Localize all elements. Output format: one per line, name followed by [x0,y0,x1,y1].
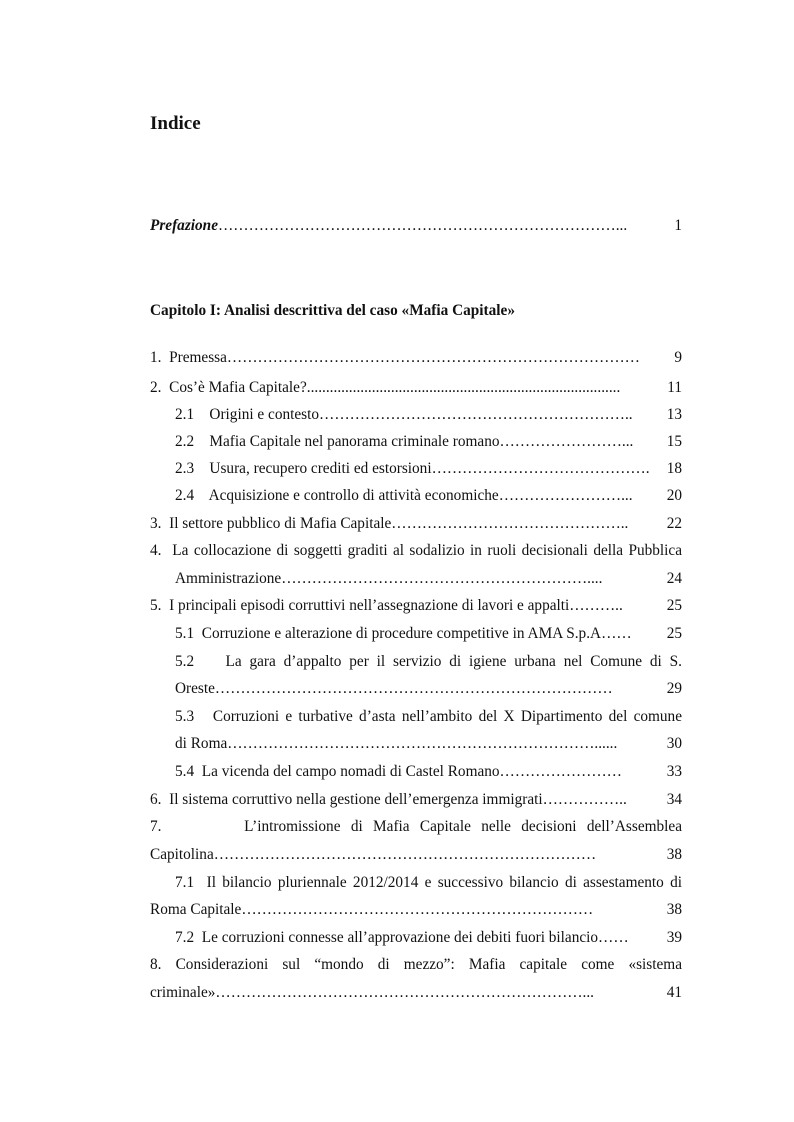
page-number: 18 [663,459,682,479]
toc-entry[interactable] [175,928,682,948]
entry-text: 2.1 Origini e contesto…………………………………………………….. [175,406,633,423]
entry-text: 7. L’intromissione di Mafia Capitale nelle decisioni dell’Assemblea [150,818,682,835]
toc-entry[interactable] [150,983,682,1003]
toc-entry[interactable] [175,762,682,782]
entry-text: 4. La collocazione di soggetti graditi al sodalizio in ruoli decisionali della Pubblica [150,542,682,559]
page-number: 25 [663,596,682,616]
toc-entry-continued[interactable] [175,707,682,727]
entry-text: 5.3 Corruzioni e turbative d’asta nell’ambito del X Dipartimento del comune [175,708,682,725]
entry-text: 2. Cos’è Mafia Capitale?.................................................................................. [150,379,621,396]
page-number: 34 [663,790,682,810]
toc-entry[interactable] [175,405,682,425]
toc-entry-continued[interactable] [150,955,682,975]
page-number: 33 [663,762,682,782]
toc-entry[interactable] [175,459,682,479]
entry-text: 3. Il settore pubblico di Mafia Capitale……………………………………….. [150,515,629,532]
toc-entry[interactable] [175,679,682,699]
entry-text: di Roma………………………………………………………………...... [175,735,618,752]
page-number: 11 [663,378,682,398]
dot-leader: ……………………………………………………………………... [217,217,628,234]
toc-entry[interactable] [150,378,682,398]
entry-text: 7.2 Le corruzioni connesse all’approvazione dei debiti fuori bilancio…… [175,929,629,946]
entry-text: 8. Considerazioni sul “mondo di mezzo”: Mafia capitale come «sistema [150,956,682,973]
toc-entry-continued[interactable] [150,541,682,561]
toc-entry[interactable] [150,790,682,810]
entry-text: 7.1 Il bilancio pluriennale 2012/2014 e successivo bilancio di assestamento di [175,874,682,891]
page-number: 24 [663,569,682,589]
chapter-title: Capitolo I: Analisi descrittiva del caso «Mafia Capitale» [150,302,515,319]
page-number: 1 [670,216,682,236]
entry-text: 2.4 Acquisizione e controllo di attività economiche……………………... [175,487,633,504]
entry-text: 5. I principali episodi corruttivi nell’assegnazione di lavori e appalti……….. [150,597,623,614]
index-heading: Indice [150,113,201,134]
page-number: 29 [663,679,682,699]
entry-text: 5.2 La gara d’appalto per il servizio di igiene urbana nel Comune di S. [175,653,682,670]
toc-entry[interactable] [175,624,682,644]
preface-label: Prefazione [150,217,218,234]
toc-entry[interactable] [150,845,682,865]
page-number: 9 [670,348,682,368]
page-number: 38 [663,900,682,920]
entry-text: Capitolina………………………………………………………………… [150,846,597,863]
page-number: 20 [663,486,682,506]
entry-text: Amministrazione…………………………………………………….... [175,570,603,587]
page-number: 25 [663,624,682,644]
toc-entry-continued[interactable] [175,873,682,893]
toc-entry-continued[interactable] [175,652,682,672]
toc-entry[interactable] [150,348,682,368]
entry-text: 5.1 Corruzione e alterazione di procedure competitive in AMA S.p.A…… [175,625,632,642]
entry-text: 1. Premessa……………………………………………………………………… [150,349,640,366]
page-number: 15 [663,432,682,452]
entry-text: criminale»………………………………………………………………... [150,984,595,1001]
toc-entry[interactable] [150,900,682,920]
page-number: 13 [663,405,682,425]
page-number: 41 [663,983,682,1003]
toc-entry-preface[interactable] [150,216,682,236]
toc-entry[interactable] [150,514,682,534]
entry-text: 2.2 Mafia Capitale nel panorama criminale romano……………………... [175,433,634,450]
page-number: 30 [663,734,682,754]
toc-entry[interactable] [175,734,682,754]
toc-entry[interactable] [150,596,682,616]
entry-text: 5.4 La vicenda del campo nomadi di Castel Romano…………………… [175,763,622,780]
page-number: 22 [663,514,682,534]
page-number: 39 [663,928,682,948]
entry-text: 6. Il sistema corruttivo nella gestione dell’emergenza immigrati…………….. [150,791,627,808]
page-number: 38 [663,845,682,865]
entry-text: Oreste…………………………………………………………………… [175,680,613,697]
entry-text: Roma Capitale…………………………………………………………… [150,901,594,918]
entry-text: 2.3 Usura, recupero crediti ed estorsioni……………………………………. [175,460,650,477]
toc-entry[interactable] [175,569,682,589]
toc-entry[interactable] [175,432,682,452]
toc-entry[interactable] [175,486,682,506]
toc-entry-continued[interactable] [150,817,682,837]
